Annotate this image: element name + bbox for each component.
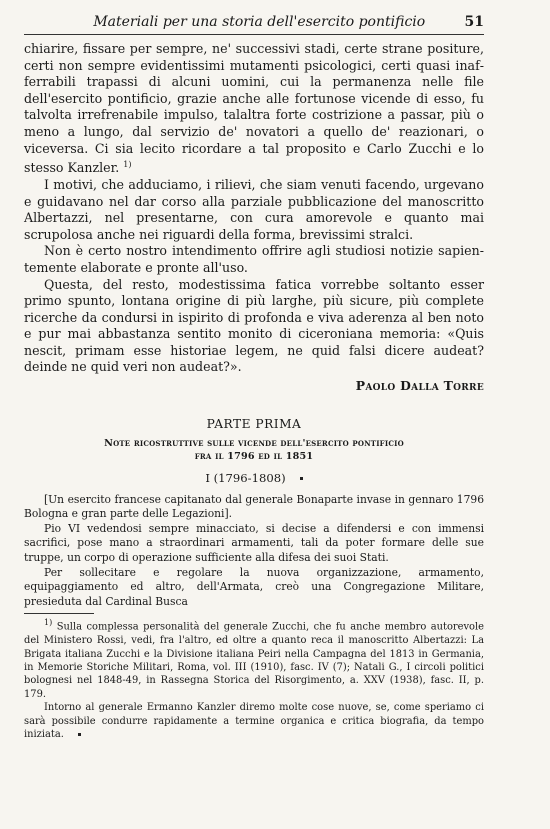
section-title	[24, 471, 484, 485]
part-subtitle-line-2: fra il 1796 ed il 1851	[194, 450, 314, 462]
ink-dot	[300, 477, 303, 480]
paragraph-3: Non è certo nostro intendimento offrire agli studiosi notizie sapientemente elaborate e pronte all'uso.	[24, 243, 484, 275]
author-signature: Paolo Dalla Torre	[355, 378, 484, 394]
part-subtitle-line-1: Note ricostruttive sulle vicende dell'esercito pontificio	[104, 437, 404, 449]
footnote-2	[24, 701, 484, 741]
part-title: PARTE PRIMA	[206, 416, 302, 431]
section-title-text: I (1796-1808)	[205, 470, 286, 485]
footnote-1	[24, 616, 484, 701]
section-paragraph-1: [Un esercito francese capitanato dal generale Bonaparte invase in gennaro 1796 Bologna e gran parte delle Legazioni].	[24, 492, 484, 521]
page-number: 51	[464, 14, 484, 30]
footnote-1-mark: 1)	[44, 618, 53, 628]
footnote-rule	[24, 613, 94, 614]
section-paragraph-3: Per sollecitare e regolare la nuova organizzazione, armamento, equipaggiamento ed altro, dell'Armata, creò una Congregazione Militare, presieduta dal Cardinal Busca	[24, 565, 484, 608]
section-text	[24, 493, 484, 610]
part-subtitle	[24, 437, 484, 463]
page	[24, 14, 484, 741]
running-title: Materiali per una storia dell'esercito pontificio	[93, 14, 426, 30]
footnote-ref: 1)	[123, 160, 132, 170]
footnote-2-text: Intorno al generale Ermanno Kanzler diremo molte cose nuove, se, come speriamo ci sarà possibile condurre rapidamente a termine organica e critica biografia, da tempo iniziata.	[24, 702, 484, 740]
paragraph-2: I motivi, che adduciamo, i rilievi, che siam venuti facendo, urgevano e guidavano nel dar corso alla parziale pubblicazione del manoscritto Albertazzi, nel presentarne, con cura amorevole e quanto mai scrupolosa anche nei riguardi della forma, brevissimi stralci.	[24, 176, 484, 242]
paragraph-1	[24, 41, 484, 177]
paragraph-4: Questa, del resto, modestissima fatica vorrebbe soltanto esser primo spunto, lontana origine di più larghe, più sicure, più complete ricerche da condursi in ispirito di profonda e viva aderenza al ben noto e pur mai abbastanza sentito monito di ciceroniana memoria: «Quis nescit, primam esse historiae legem, ne quid falsi dicere audeat? deinde ne quid veri non audeat?».	[24, 276, 484, 375]
main-text	[24, 41, 484, 395]
paragraph-1-text: chiarire, fissare per sempre, ne' successivi stadi, certe strane positure, certi non sempre evidentissimi mutamenti psicologici, certi quasi inafferrabili trapassi di alcuni uomini, cui la permanenza nelle file dell'esercito pontificio, grazie anche alle fortunose vicende di esso, fu talvolta irrefrenabile impulso, talaltra forte costrizione a passar, più o meno a lungo, dal servizio de' novatori a quello de' reazionari, o viceversa. Ci sia lecito ricordare a tal proposito e Carlo Zucchi e lo stesso Kanzler.	[24, 41, 484, 176]
ink-dot-2	[78, 733, 81, 736]
footnote-1-text: Sulla complessa personalità del generale Zucchi, che fu anche membro autorevole del Ministero Rossi, vedi, fra l'altro, ed oltre a quanto reca il manoscritto Albertazzi: La Brigata italiana Zucchi e la Divisione italiana Peiri nella Campagna del 1813 in Germania, in Memorie Storiche Militari, Roma, vol. III (1910), fasc. IV (7); Natali G., I circoli politici bolognesi nel 1848-49, in Rassegna Storica del Risorgimento, a. XXV (1938), fasc. II, p. 179.	[24, 621, 484, 700]
footnotes	[24, 616, 484, 741]
section-paragraph-2: Pio VI vedendosi sempre minacciato, si decise a difendersi e con immensi sacrifici, pose mano a straordinari armamenti, tali da poter formare delle sue truppe, un corpo di operazione sufficiente alla difesa dei suoi Stati.	[24, 521, 484, 565]
running-head	[24, 14, 484, 35]
